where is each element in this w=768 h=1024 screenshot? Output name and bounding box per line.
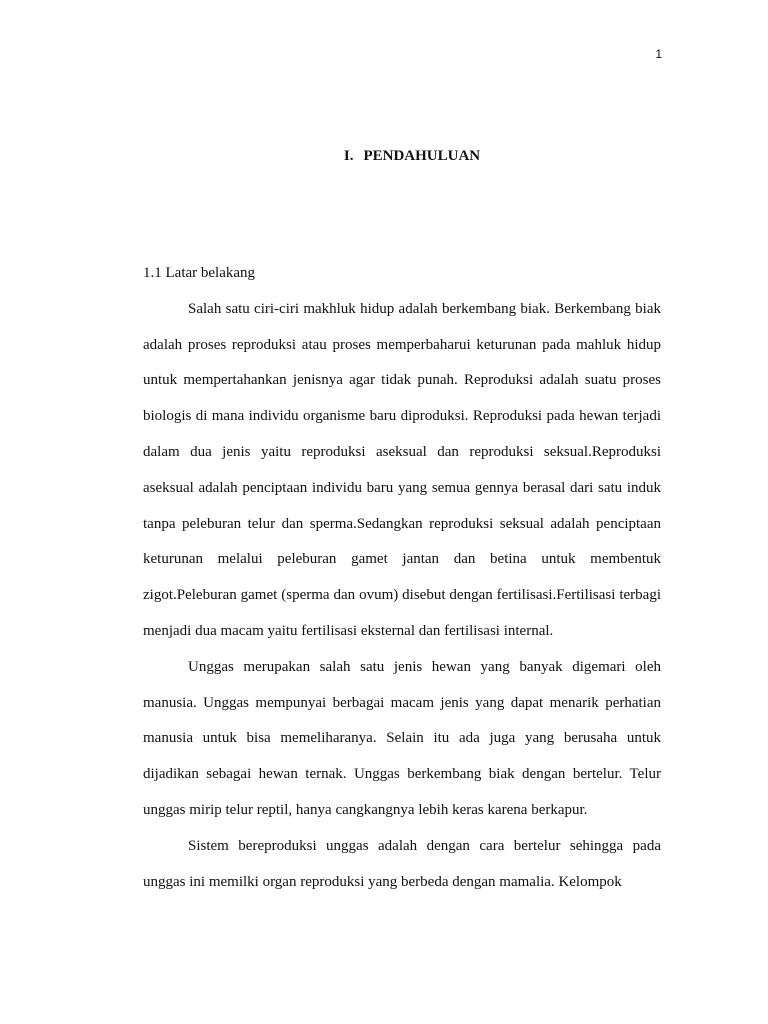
paragraph-poultry-reproduction: Sistem bereproduksi unggas adalah dengan cara bertelur sehingga pada unggas ini memilki organ reproduksi yang berbeda dengan mamalia. Kelompok: [143, 837, 661, 890]
document-body: [143, 256, 661, 900]
paragraph-reproduction: Salah satu ciri-ciri makhluk hidup adalah berkembang biak. Berkembang biak adalah proses reproduksi atau proses memperbaharui keturunan pada mahluk hidup untuk mempertahankan jenisnya agar tidak punah. Reproduksi adalah suatu proses biologis di mana individu organisme baru diproduksi. Reproduksi pada hewan terjadi dalam dua jenis yaitu reproduksi aseksual dan reproduksi seksual.Reproduksi aseksual adalah penciptaan individu baru yang semua gennya berasal dari satu induk tanpa peleburan telur dan sperma.Sedangkan reproduksi seksual adalah penciptaan keturunan melalui peleburan gamet jantan dan betina untuk membentuk zigot.Peleburan gamet (sperma dan ovum) disebut dengan fertilisasi.Fertilisasi terbagi menjadi dua macam yaitu fertilisasi eksternal dan fertilisasi internal.: [143, 300, 661, 639]
page-number: 1: [655, 47, 662, 61]
chapter-numeral: I.: [343, 148, 354, 164]
chapter-title: [0, 146, 768, 166]
paragraph-poultry: Unggas merupakan salah satu jenis hewan yang banyak digemari oleh manusia. Unggas mempunyai berbagai macam jenis yang dapat menarik perhatian manusia untuk bisa memeliharanya. Selain itu ada juga yang berusaha untuk dijadikan sebagai hewan ternak. Unggas berkembang biak dengan bertelur. Telur unggas mirip telur reptil, hanya cangkangnya lebih keras karena berkapur.: [143, 658, 661, 818]
section-heading: 1.1 Latar belakang: [143, 265, 256, 281]
chapter-title-text: PENDAHULUAN: [363, 148, 481, 164]
